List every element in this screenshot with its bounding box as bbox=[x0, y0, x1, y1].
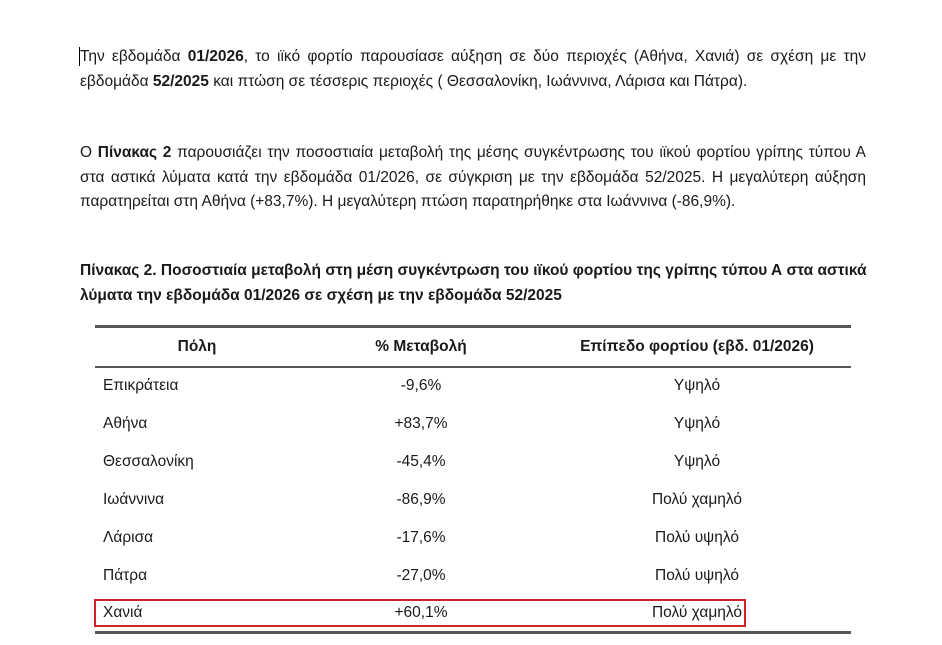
cell-city: Πάτρα bbox=[103, 566, 148, 584]
cell-change: -17,6% bbox=[396, 528, 446, 546]
cell-change: +83,7% bbox=[394, 414, 448, 432]
table-caption: Πίνακας 2. Ποσοστιαία μεταβολή στη μέση συγκέντρωση του ιϊκού φορτίου της γρίπης τύπου Α στα αστικά λύματα την εβδομάδα 01/2026 σε σχέση με την εβδομάδα 52/2025 bbox=[80, 262, 867, 304]
paragraph-2-table-ref: Πίνακας 2 bbox=[97, 144, 172, 161]
paragraph-1-text: , το ιϊκό φορτίο παρουσίασε αύξηση σε δύο περιοχές (Αθήνα, Χανιά) σε σχέση με την εβδομάδα bbox=[80, 48, 866, 90]
cell-level: Υψηλό bbox=[673, 452, 721, 470]
table-row bbox=[95, 367, 851, 405]
change-table bbox=[95, 325, 851, 634]
row-highlight-box bbox=[94, 599, 746, 627]
paragraph-1-week-current: 01/2026 bbox=[187, 48, 244, 65]
paragraph-2-text: Ο bbox=[80, 144, 98, 161]
cell-change: -9,6% bbox=[400, 377, 442, 394]
cell-level: Πολύ χαμηλό bbox=[651, 490, 743, 508]
cell-level: Υψηλό bbox=[673, 414, 721, 432]
cell-city: Χανιά bbox=[95, 595, 299, 633]
header-change: % Μεταβολή bbox=[299, 327, 543, 367]
cell-city: Θεσσαλονίκη bbox=[103, 452, 194, 470]
table-row bbox=[95, 557, 851, 595]
cell-change: -27,0% bbox=[396, 566, 446, 584]
paragraph-2-text: παρουσιάζει την ποσοστιαία μεταβολή της μέσης συγκέντρωσης του ιϊκού φορτίου γρίπης τύπου Α στα αστικά λύματα κατά την εβδομάδα 01/2026, σε σύγκριση με την εβδομάδα 52/2025. Η μεγαλύτερη αύξηση παρατηρείται στη Αθήνα (+83,7%). Η μεγαλύτερη πτώση παρατηρήθηκε στα Ιωάννινα (-86,9%). bbox=[80, 144, 866, 210]
cell-city: Αθήνα bbox=[103, 414, 148, 432]
cell-change: -86,9% bbox=[396, 490, 446, 508]
table-row bbox=[95, 405, 851, 443]
paragraph-1-text: Την εβδομάδα bbox=[80, 48, 188, 65]
paragraph-2[interactable] bbox=[80, 141, 866, 215]
paragraph-1-week-previous: 52/2025 bbox=[152, 72, 209, 90]
header-city: Πόλη bbox=[95, 327, 299, 367]
cell-city: Λάρισα bbox=[103, 528, 154, 546]
cell-level: Υψηλό bbox=[673, 377, 721, 394]
cell-change: -45,4% bbox=[396, 452, 446, 470]
table-header-row bbox=[95, 327, 851, 367]
cell-city: Ιωάννινα bbox=[103, 490, 165, 508]
table-row bbox=[95, 481, 851, 519]
cell-city: Επικράτεια bbox=[103, 377, 179, 394]
cell-change: +60,1% bbox=[299, 595, 543, 633]
cell-level: Πολύ υψηλό bbox=[655, 528, 739, 546]
cell-level: Πολύ υψηλό bbox=[655, 566, 739, 584]
header-level: Επίπεδο φορτίου (εβδ. 01/2026) bbox=[543, 327, 851, 367]
paragraph-1[interactable] bbox=[80, 45, 866, 94]
paragraph-1-text: και πτώση σε τέσσερις περιοχές ( Θεσσαλονίκη, Ιωάννινα, Λάρισα και Πάτρα). bbox=[208, 72, 748, 90]
table-row bbox=[95, 519, 851, 557]
cell-level: Πολύ χαμηλό bbox=[543, 595, 851, 633]
table-row bbox=[95, 443, 851, 481]
